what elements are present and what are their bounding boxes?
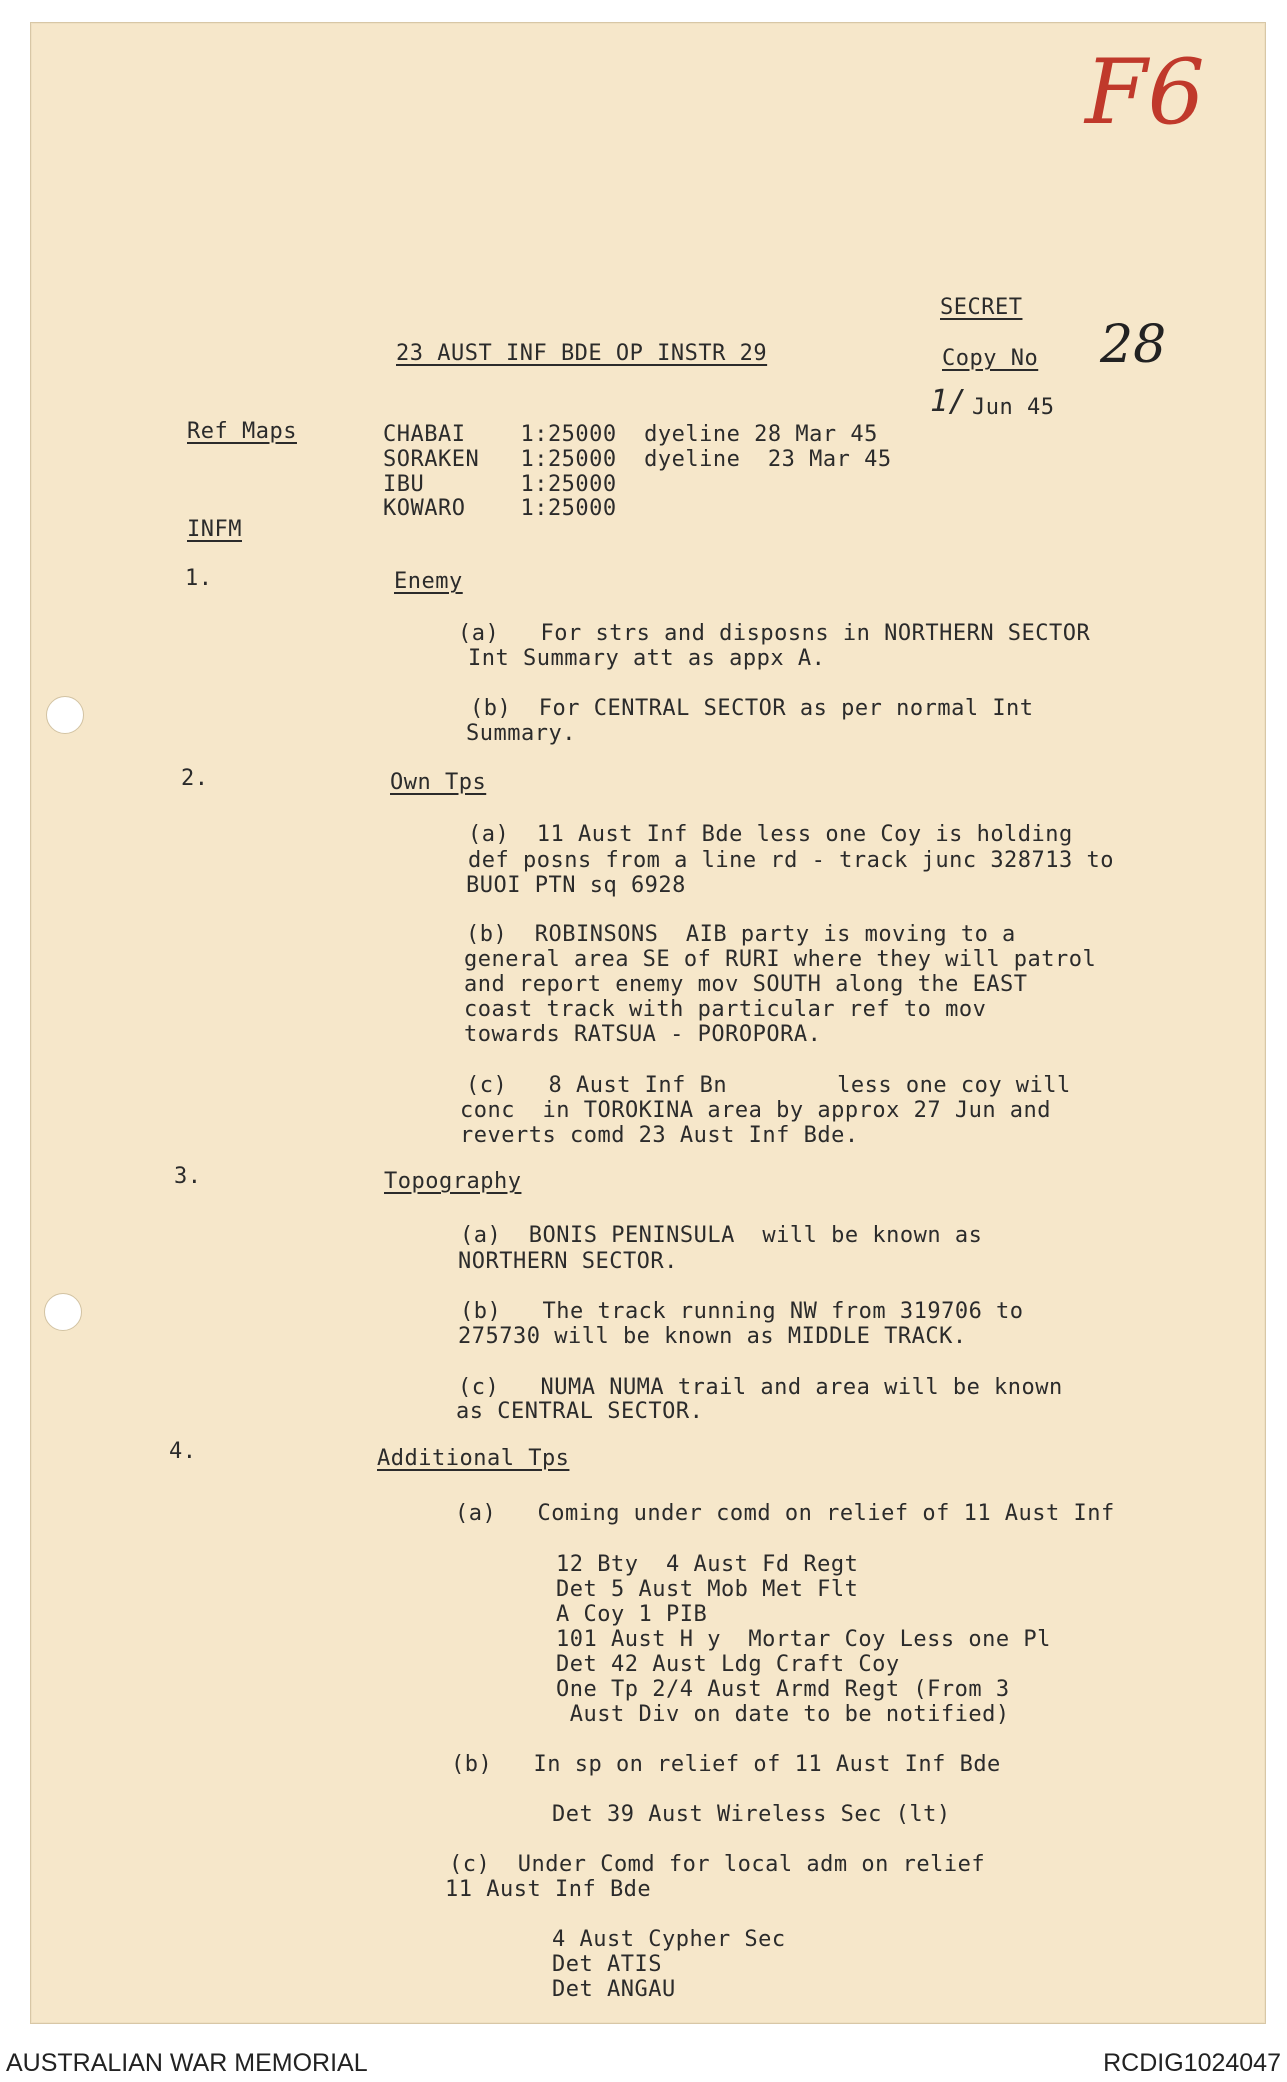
paragraph-line: general area SE of RURI where they will patrol bbox=[464, 947, 1097, 972]
section-number: 1. bbox=[185, 566, 213, 591]
unit-line: One Tp 2/4 Aust Armd Regt (From 3 bbox=[556, 1677, 1010, 1702]
paragraph-line: conc in TOROKINA area by approx 27 Jun and bbox=[460, 1098, 1052, 1123]
paragraph-line: 275730 will be known as MIDDLE TRACK. bbox=[458, 1324, 967, 1349]
paragraph-line: (a) Coming under comd on relief of 11 Aust Inf bbox=[455, 1501, 1115, 1526]
paragraph-line: (c) Under Comd for local adm on relief bbox=[449, 1852, 986, 1877]
section-heading: Enemy bbox=[394, 569, 463, 594]
unit-line: Det ATIS bbox=[552, 1952, 662, 1977]
classification: SECRET bbox=[940, 295, 1023, 320]
paragraph-line: towards RATSUA - POROPORA. bbox=[464, 1022, 822, 1047]
copy-label: Copy No bbox=[942, 346, 1039, 371]
section-number: 3. bbox=[174, 1164, 202, 1189]
date: Jun 45 bbox=[972, 395, 1055, 420]
archive-mark: F6 bbox=[1085, 40, 1205, 145]
paragraph-line: 11 Aust Inf Bde bbox=[445, 1877, 652, 1902]
paragraph-line: (b) ROBINSONS AIB party is moving to a bbox=[466, 922, 1016, 947]
paragraph-line: coast track with particular ref to mov bbox=[464, 997, 987, 1022]
section-heading: Own Tps bbox=[390, 770, 487, 795]
punch-hole bbox=[46, 696, 84, 734]
map-line: SORAKEN 1:25000 dyeline 23 Mar 45 bbox=[383, 447, 892, 472]
paragraph-line: and report enemy mov SOUTH along the EAST bbox=[464, 972, 1028, 997]
map-line: CHABAI 1:25000 dyeline 28 Mar 45 bbox=[383, 422, 878, 447]
footer-record-id: RCDIG1024047 bbox=[1103, 2049, 1281, 2077]
paragraph-line: Summary. bbox=[466, 721, 576, 746]
unit-line: 101 Aust H y Mortar Coy Less one Pl bbox=[556, 1627, 1051, 1652]
infm-label: INFM bbox=[187, 517, 242, 542]
map-line: IBU 1:25000 bbox=[383, 472, 617, 497]
unit-line: Det 42 Aust Ldg Craft Coy bbox=[556, 1652, 900, 1677]
paragraph-line: (c) 8 Aust Inf Bn less one coy will bbox=[466, 1073, 1071, 1098]
paragraph-line: (b) For CENTRAL SECTOR as per normal Int bbox=[470, 696, 1034, 721]
date-prefix: 1/ bbox=[930, 384, 968, 419]
unit-line: Det ANGAU bbox=[552, 1977, 676, 2002]
unit-line: 12 Bty 4 Aust Fd Regt bbox=[556, 1552, 859, 1577]
punch-hole bbox=[44, 1293, 82, 1331]
unit-line: Aust Div on date to be notified) bbox=[556, 1702, 1010, 1727]
section-heading: Additional Tps bbox=[377, 1446, 570, 1471]
map-line: KOWARO 1:25000 bbox=[383, 496, 617, 521]
paragraph-line: (a) 11 Aust Inf Bde less one Coy is holding bbox=[468, 822, 1073, 847]
ref-maps-label: Ref Maps bbox=[187, 419, 297, 444]
footer-archive-name: AUSTRALIAN WAR MEMORIAL bbox=[6, 2049, 368, 2077]
paragraph-line: (b) The track running NW from 319706 to bbox=[460, 1299, 1024, 1324]
unit-line: A Coy 1 PIB bbox=[556, 1602, 708, 1627]
paragraph-line: def posns from a line rd - track junc 328713 to bbox=[468, 848, 1115, 873]
paragraph-line: (a) For strs and disposns in NORTHERN SECTOR bbox=[458, 621, 1091, 646]
paragraph-line: NORTHERN SECTOR. bbox=[458, 1249, 678, 1274]
copy-number: 28 bbox=[1100, 315, 1167, 375]
section-number: 2. bbox=[181, 766, 209, 791]
section-number: 4. bbox=[169, 1439, 197, 1464]
unit-line: 4 Aust Cypher Sec bbox=[552, 1927, 786, 1952]
paragraph-line: (b) In sp on relief of 11 Aust Inf Bde bbox=[451, 1752, 1001, 1777]
paragraph-line: BUOI PTN sq 6928 bbox=[466, 873, 686, 898]
paragraph-line: Int Summary att as appx A. bbox=[468, 646, 826, 671]
paragraph-line: as CENTRAL SECTOR. bbox=[456, 1399, 704, 1424]
document-title: 23 AUST INF BDE OP INSTR 29 bbox=[396, 341, 768, 366]
paragraph-line: reverts comd 23 Aust Inf Bde. bbox=[460, 1123, 859, 1148]
paragraph-line: (c) NUMA NUMA trail and area will be known bbox=[458, 1375, 1063, 1400]
unit-line: Det 39 Aust Wireless Sec (lt) bbox=[552, 1802, 951, 1827]
paragraph-line: (a) BONIS PENINSULA will be known as bbox=[460, 1223, 983, 1248]
section-heading: Topography bbox=[384, 1169, 522, 1194]
unit-line: Det 5 Aust Mob Met Flt bbox=[556, 1577, 859, 1602]
